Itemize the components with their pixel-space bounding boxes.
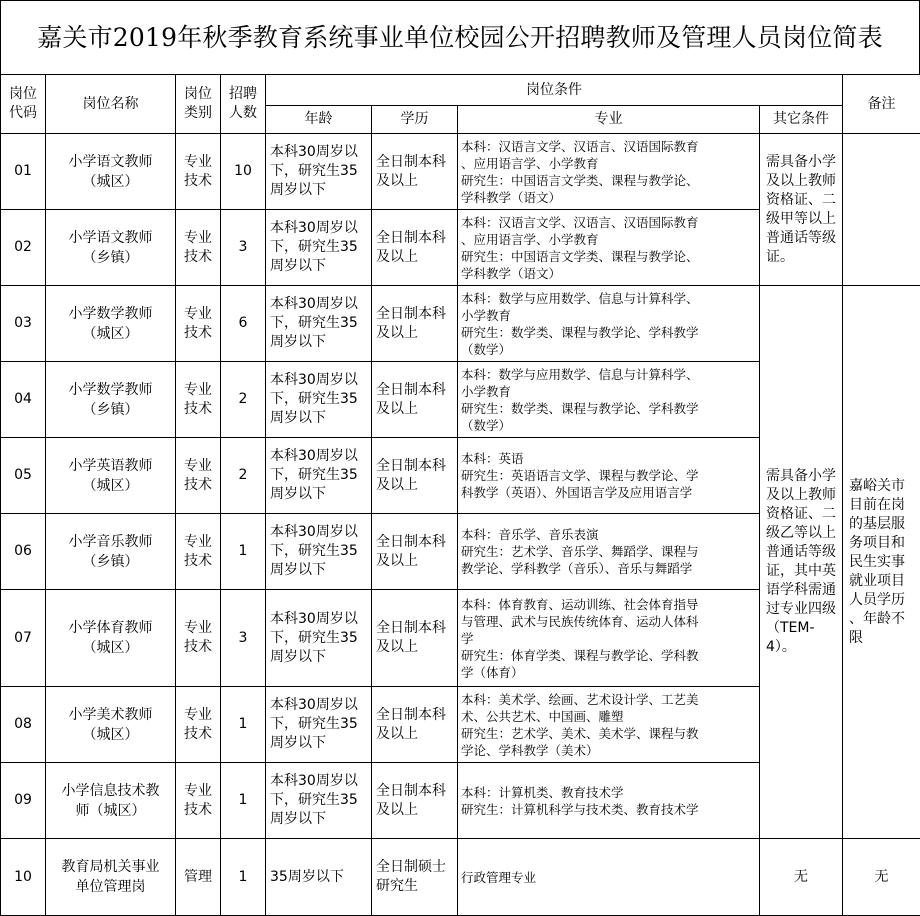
education-requirement: 全日制本科 及以上 (372, 438, 458, 514)
major-requirement: 本科：计算机类、教育技术学 研究生：计算机科学与技术类、教育技术学 (458, 763, 760, 839)
position-code: 10 (1, 839, 46, 916)
education-requirement: 全日制本科 及以上 (372, 210, 458, 286)
major-requirement: 本科：数学与应用数学、信息与计算科学、 小学教育 研究生：数学类、课程与教学论、学科教学 （数学） (458, 286, 760, 362)
header-name: 岗位名称 (46, 75, 176, 134)
hire-count: 1 (221, 514, 266, 590)
position-name: 小学语文教师 （乡镇） (46, 210, 176, 286)
age-requirement: 本科30周岁以 下，研究生35 周岁以下 (266, 514, 372, 590)
position-code: 06 (1, 514, 46, 590)
major-requirement: 行政管理专业 (458, 839, 760, 916)
position-category: 专业 技术 (176, 210, 221, 286)
age-requirement: 本科30周岁以 下，研究生35 周岁以下 (266, 687, 372, 763)
major-requirement: 本科：体育教育、运动训练、社会体育指导 与管理、武术与民族传统体育、运动人体科 学 研究生：体育学类、课程与教学论、学科教 学（体育） (458, 590, 760, 687)
position-name: 小学语文教师 （城区） (46, 134, 176, 210)
remark-main: 嘉峪关市 目前在岗 的基层服 务项目和 民生实事 就业项目 人员学历 、年龄不 限 (843, 286, 920, 839)
age-requirement: 本科30周岁以 下，研究生35 周岁以下 (266, 286, 372, 362)
position-name: 小学信息技术教 师（城区） (46, 763, 176, 839)
position-name: 小学数学教师 （乡镇） (46, 362, 176, 438)
major-requirement: 本科：汉语言文学、汉语言、汉语国际教育 、应用语言学、小学教育 研究生：中国语言文学类、课程与教学论、 学科教学（语文） (458, 134, 760, 210)
education-requirement: 全日制本科 及以上 (372, 134, 458, 210)
education-requirement: 全日制本科 及以上 (372, 514, 458, 590)
age-requirement: 本科30周岁以 下，研究生35 周岁以下 (266, 438, 372, 514)
table-row (1, 839, 920, 916)
education-requirement: 全日制本科 及以上 (372, 590, 458, 687)
hire-count: 10 (221, 134, 266, 210)
position-code: 03 (1, 286, 46, 362)
hire-count: 1 (221, 763, 266, 839)
education-requirement: 全日制本科 及以上 (372, 687, 458, 763)
header-major: 专业 (458, 106, 760, 134)
position-category: 专业 技术 (176, 687, 221, 763)
hire-count: 6 (221, 286, 266, 362)
hire-count: 2 (221, 438, 266, 514)
table-row (1, 286, 920, 362)
positions-table (0, 74, 920, 916)
header-education: 学历 (372, 106, 458, 134)
page-title: 嘉关市2019年秋季教育系统事业单位校园公开招聘教师及管理人员岗位简表 (0, 0, 920, 74)
hire-count: 2 (221, 362, 266, 438)
other-conditions-b: 需具备小学 及以上教师 资格证、二 级乙等以上 普通话等级 证，其中英 语学科需通 过专业四级 （TEM-4）。 (760, 286, 843, 839)
hire-count: 3 (221, 210, 266, 286)
header-count: 招聘 人数 (221, 75, 266, 134)
header-code: 岗位 代码 (1, 75, 46, 134)
position-name: 教育局机关事业 单位管理岗 (46, 839, 176, 916)
remark-row10: 无 (843, 839, 920, 916)
position-code: 07 (1, 590, 46, 687)
position-code: 09 (1, 763, 46, 839)
position-code: 02 (1, 210, 46, 286)
position-code: 04 (1, 362, 46, 438)
age-requirement: 35周岁以下 (266, 839, 372, 916)
remark-empty (843, 134, 920, 286)
education-requirement: 全日制本科 及以上 (372, 763, 458, 839)
education-requirement: 全日制本科 及以上 (372, 362, 458, 438)
position-code: 05 (1, 438, 46, 514)
age-requirement: 本科30周岁以 下，研究生35 周岁以下 (266, 763, 372, 839)
major-requirement: 本科：数学与应用数学、信息与计算科学、 小学教育 研究生：数学类、课程与教学论、学科教学 （数学） (458, 362, 760, 438)
major-requirement: 本科：汉语言文学、汉语言、汉语国际教育 、应用语言学、小学教育 研究生：中国语言文学类、课程与教学论、 学科教学（语文） (458, 210, 760, 286)
other-conditions-a: 需具备小学 及以上教师 资格证、二 级甲等以上 普通话等级 证。 (760, 134, 843, 286)
position-category: 专业 技术 (176, 590, 221, 687)
header-remark: 备注 (843, 75, 920, 134)
header-other: 其它条件 (760, 106, 843, 134)
position-name: 小学体育教师 （城区） (46, 590, 176, 687)
education-requirement: 全日制本科 及以上 (372, 286, 458, 362)
header-conditions: 岗位条件 (266, 75, 843, 106)
hire-count: 1 (221, 687, 266, 763)
position-name: 小学英语教师 （城区） (46, 438, 176, 514)
position-category: 专业 技术 (176, 763, 221, 839)
position-code: 08 (1, 687, 46, 763)
position-name: 小学数学教师 （城区） (46, 286, 176, 362)
age-requirement: 本科30周岁以 下，研究生35 周岁以下 (266, 134, 372, 210)
table-row (1, 134, 920, 210)
age-requirement: 本科30周岁以 下，研究生35 周岁以下 (266, 210, 372, 286)
major-requirement: 本科：美术学、绘画、艺术设计学、工艺美 术、公共艺术、中国画、雕塑 研究生：艺术学、美术、美术学、课程与教 学论、学科教学（美术） (458, 687, 760, 763)
major-requirement: 本科：英语 研究生：英语语言文学、课程与教学论、学 科教学（英语）、外国语言学及应用语言学 (458, 438, 760, 514)
age-requirement: 本科30周岁以 下，研究生35 周岁以下 (266, 362, 372, 438)
hire-count: 1 (221, 839, 266, 916)
age-requirement: 本科30周岁以 下，研究生35 周岁以下 (266, 590, 372, 687)
position-category: 专业 技术 (176, 514, 221, 590)
position-category: 管理 (176, 839, 221, 916)
position-category: 专业 技术 (176, 362, 221, 438)
other-conditions-row10: 无 (760, 839, 843, 916)
header-category: 岗位 类别 (176, 75, 221, 134)
position-category: 专业 技术 (176, 286, 221, 362)
header-age: 年龄 (266, 106, 372, 134)
education-requirement: 全日制硕士 研究生 (372, 839, 458, 916)
hire-count: 3 (221, 590, 266, 687)
major-requirement: 本科：音乐学、音乐表演 研究生：艺术学、音乐学、舞蹈学、课程与 教学论、学科教学（音乐）、音乐与舞蹈学 (458, 514, 760, 590)
position-category: 专业 技术 (176, 438, 221, 514)
position-code: 01 (1, 134, 46, 210)
position-category: 专业 技术 (176, 134, 221, 210)
position-name: 小学美术教师 （城区） (46, 687, 176, 763)
position-name: 小学音乐教师 （乡镇） (46, 514, 176, 590)
